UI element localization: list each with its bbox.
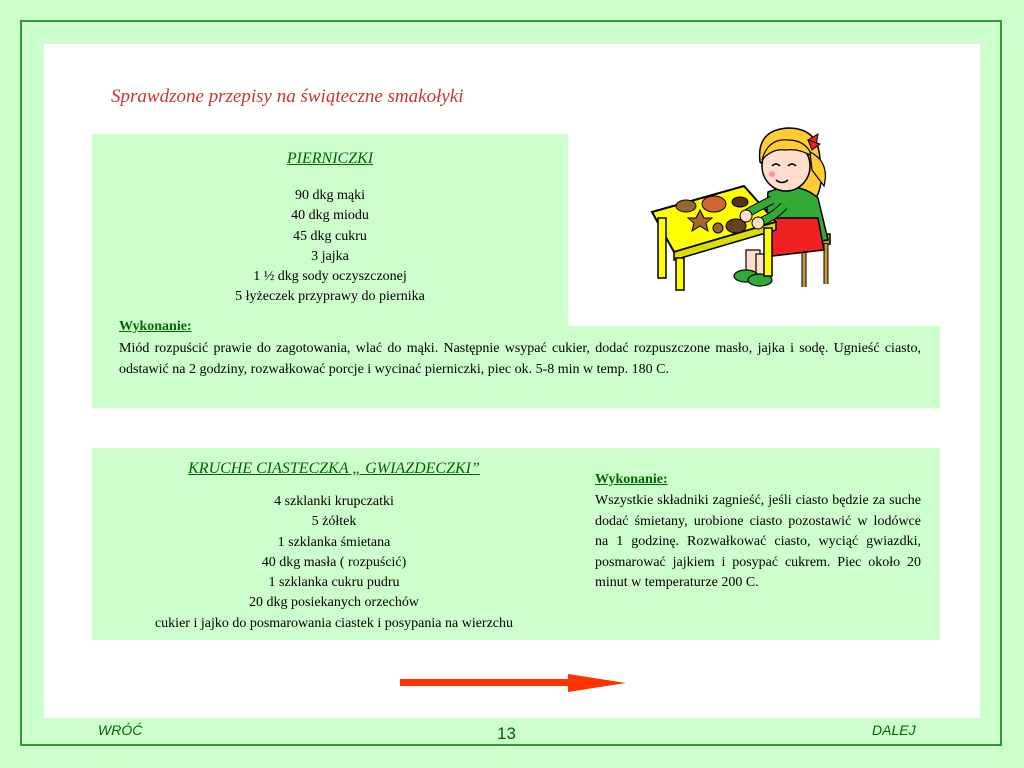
- back-link[interactable]: WRÓĆ: [98, 722, 143, 738]
- page-number: 13: [497, 724, 516, 743]
- ingredient-item: 5 żółtek: [311, 514, 357, 530]
- recipe2-ingredients-list: [92, 492, 576, 634]
- ingredient-item: 3 jajka: [311, 248, 349, 264]
- ingredient-item: 40 dkg masła ( rozpuścić): [261, 554, 407, 570]
- ingredient-item: 4 szklanki krupczatki: [274, 494, 394, 509]
- next-link[interactable]: DALEJ: [872, 722, 916, 738]
- ingredient-item: 1 szklanka cukru pudru: [268, 575, 400, 591]
- recipe1-method-label: Wykonanie:: [119, 319, 192, 334]
- ingredient-item: 40 dkg miodu: [291, 208, 369, 224]
- ingredient-item: 5 łyżeczek przyprawy do piernika: [235, 289, 425, 305]
- ingredient-item: 90 dkg mąki: [295, 188, 365, 203]
- page-title: Sprawdzone przepisy na świąteczne smakołyki: [111, 86, 464, 107]
- ingredient-item: 1 szklanka śmietana: [277, 534, 391, 550]
- recipe2-method-label: Wykonanie:: [595, 472, 668, 487]
- recipe1-method-text: Miód rozpuścić prawie do zagotowania, wlać do mąki. Następnie wsypać cukier, dodać rozpuszczone masło, jajka i sodę. Ugnieść ciasto, odstawić na 2 godziny, rozwałkować porcje i wycinać pierniczki, piec ok. 5-8 min w temp. 180 C.: [119, 341, 921, 377]
- recipe1-ingredients-list: [92, 186, 568, 308]
- ingredient-item: 45 dkg cukru: [293, 228, 367, 244]
- girl-baking-cookies-icon: [648, 122, 834, 292]
- recipe2-method-text: Wszystkie składniki zagnieść, jeśli ciasto będzie za suche dodać śmietany, urobione ciasto pozostawić w lodówce na 1 godzinę. Rozwałkować ciasto, wyciąć gwiazdki, posmarować jajkiem i posypać cukrem. Piec około 20 minut w temperaturze 200 C.: [595, 493, 921, 590]
- ingredient-item: cukier i jajko do posmarowania ciastek i posypania na wierzchu: [154, 615, 514, 631]
- recipe2-heading: KRUCHE CIASTECZKA „ GWIAZDECZKI”: [188, 460, 480, 477]
- recipe1-heading: PIERNICZKI: [286, 150, 374, 167]
- ingredient-item: 1 ½ dkg sody oczyszczonej: [253, 269, 407, 285]
- ingredient-item: 20 dkg posiekanych orzechów: [249, 595, 419, 611]
- arrow-right-icon[interactable]: [398, 672, 628, 694]
